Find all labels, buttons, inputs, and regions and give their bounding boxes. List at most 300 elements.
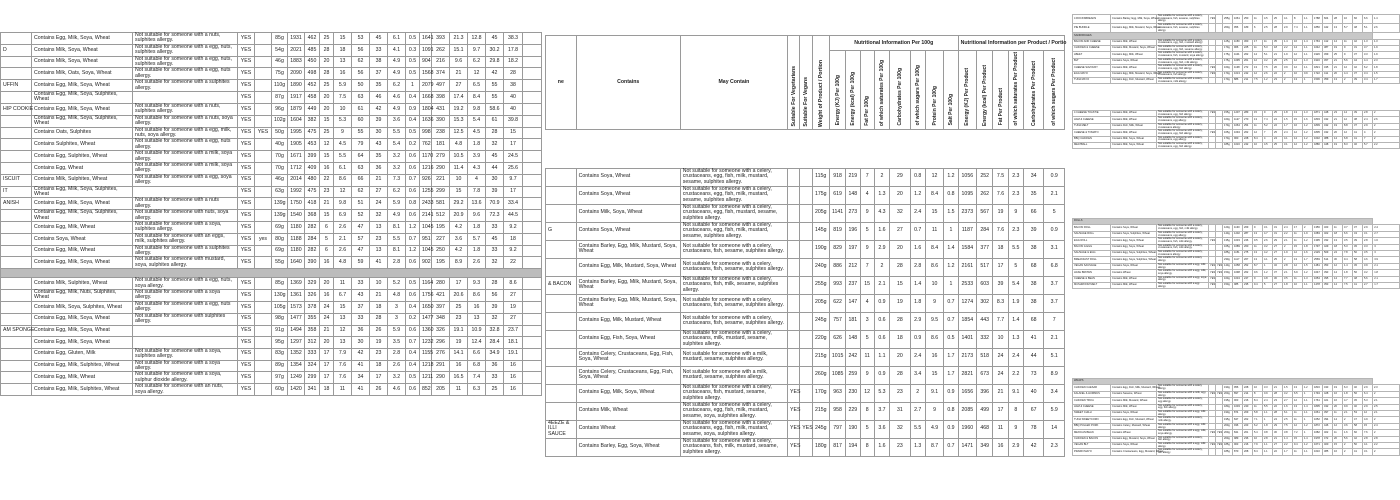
vegan-cell (255, 186, 272, 198)
contains-cell: Contains Egg, Milk, Wheat (32, 245, 133, 257)
value-cell: 11 (450, 384, 468, 396)
value-cell: 1.8 (1373, 270, 1400, 276)
value-cell: 185g (1223, 443, 1233, 449)
contains-cell: Contains Celery, Crustaceans, Egg, Fish, Soya, Wheat (576, 348, 680, 366)
value-cell: 8 (1008, 402, 1023, 420)
value-cell: 1.1 (1263, 449, 1273, 455)
table-row (1, 115, 542, 127)
value-cell: 4.8 (1263, 276, 1273, 282)
value-cell: 252 (1243, 263, 1253, 269)
value-cell: 9.5 (925, 312, 943, 330)
value-cell: 2 (1303, 225, 1313, 231)
contains-cell: Contains Egg, Milk, Wheat (32, 222, 133, 234)
value-cell: 1420 (288, 384, 305, 396)
value-cell: 1.7 (1373, 78, 1400, 84)
value-cell: 30 (486, 174, 504, 186)
vegan-cell (255, 174, 272, 186)
value-cell: 45 (1353, 244, 1363, 250)
value-cell: 12 (1293, 58, 1303, 64)
value-cell: 52 (352, 210, 370, 222)
value-cell: 41 (1353, 136, 1363, 142)
value-cell: 936 (1233, 423, 1243, 429)
table-row (546, 312, 1065, 330)
value-cell: 24 (320, 313, 334, 325)
value-cell: 215g (812, 348, 829, 366)
value-cell: 10 (925, 276, 943, 294)
contains-cell: Contains Egg, Milk, Soya, Wheat (576, 384, 680, 402)
value-cell: 45 (486, 151, 504, 163)
may-contain-cell: Not suitable for someone with an eggs, milk, sulphites allergy. (133, 233, 238, 245)
value-cell: 485 (305, 44, 320, 56)
value-cell: 216 (1243, 443, 1253, 449)
value-cell: 205g (812, 204, 829, 222)
value-cell: 19 (1333, 123, 1343, 129)
value-cell: 44 (486, 162, 504, 174)
value-cell: 2.8 (1363, 436, 1373, 442)
value-cell: 1872 (1313, 423, 1323, 429)
product-name-cell: SAUSAGE & EGG (1073, 251, 1111, 257)
vegetarian-cell: YES (238, 151, 255, 163)
value-cell: 1.2 (1303, 238, 1313, 244)
value-cell: 60 (352, 115, 370, 127)
value-cell: 2.1 (874, 276, 889, 294)
contains-cell: Contains Egg, Milk, Soya, Sulphites, Wheat (32, 92, 133, 104)
value-cell: 1202 (1233, 231, 1243, 237)
vegan-cell (255, 44, 272, 56)
value-cell: 20.9 (450, 210, 468, 222)
spreadsheet-panel-right (1072, 0, 1400, 500)
may-contain-cell: Not suitable for someone with a milk, soya allergy. (133, 151, 238, 163)
value-cell: 16 (450, 360, 468, 372)
empty-cell (523, 337, 542, 349)
value-cell: 3 (388, 313, 406, 325)
value-cell: 1101 (1233, 52, 1243, 58)
value-cell: 190g (812, 240, 829, 258)
value-cell: 12 (1333, 423, 1343, 429)
value-cell: 5.2 (1263, 123, 1273, 129)
may-contain-cell: Not suitable for someone with a egg, soya allergy. (133, 174, 238, 186)
value-cell: 8 (1293, 15, 1303, 24)
value-cell: 45 (370, 33, 388, 45)
contains-cell: Contains Egg, Milk, Sulphites, Wheat (32, 384, 133, 396)
value-cell: 349 (977, 438, 993, 456)
value-cell: 1883 (288, 56, 305, 68)
value-cell: 180g (1223, 404, 1233, 410)
value-cell: 15 (1293, 436, 1303, 442)
value-cell: 2.2 (1373, 143, 1400, 149)
value-cell: 6.9 (334, 210, 352, 222)
value-cell: 33.4 (504, 198, 523, 210)
empty-cell (523, 92, 542, 104)
value-cell: 388 (1323, 136, 1333, 142)
value-cell: 13 (1333, 238, 1343, 244)
value-cell: 2173 (958, 348, 976, 366)
may-contain-cell: Not suitable for someone with a milk, soya allergy. (133, 162, 238, 174)
value-cell: 2.9 (1363, 385, 1373, 391)
value-cell: 2 (1373, 391, 1400, 397)
value-cell: 6.5 (468, 80, 486, 92)
value-cell: 37 (1353, 52, 1363, 58)
vegan-cell (255, 313, 272, 325)
value-cell: 4.5 (1263, 143, 1273, 149)
value-cell: 9 (1343, 46, 1353, 52)
table-row (1, 127, 542, 139)
value-cell: 269 (1243, 225, 1253, 231)
vegetarian-cell (788, 240, 800, 258)
value-cell: 5.9 (388, 198, 406, 210)
vegan-cell (255, 257, 272, 269)
value-cell: 34 (1023, 168, 1043, 186)
header-label: of which saturates Per 100g (878, 59, 885, 126)
value-cell: 0.5 (406, 127, 420, 139)
value-cell: 165g (1223, 244, 1233, 250)
value-cell: 38 (1023, 276, 1043, 294)
value-cell: 19 (370, 337, 388, 349)
product-name-cell: TUNA SWEETCORN (1073, 417, 1111, 423)
may-contain-cell: Not suitable for someone with a celery, crustaceans, fish, sesame, sulphites allergy. (680, 240, 787, 258)
value-cell: 22 (1273, 449, 1283, 455)
value-cell: 1761 (1313, 398, 1323, 404)
value-cell: 2.1 (1373, 398, 1400, 404)
value-cell: 13 (334, 313, 352, 325)
value-cell: 1.9 (1373, 46, 1400, 52)
value-cell: 0.7 (944, 312, 958, 330)
may-contain-cell: Not suitable for someone with a celery, crustaceans, egg, fish, milk allergy. (1157, 225, 1209, 231)
value-cell: 1249 (288, 372, 305, 384)
header-name: ne (546, 36, 577, 130)
value-cell: 1854 (958, 312, 976, 330)
value-cell: 17 (370, 372, 388, 384)
value-cell: 1879 (288, 103, 305, 115)
product-name-cell (1, 290, 32, 302)
value-cell: 8.8 (1343, 123, 1353, 129)
value-cell: 2.9 (910, 312, 925, 330)
value-cell: 6 (320, 245, 334, 257)
value-cell: 5.3 (334, 115, 352, 127)
value-cell: 1354 (288, 360, 305, 372)
table-row (1073, 143, 1400, 149)
value-cell: 457 (1323, 58, 1333, 64)
value-cell: 1 (944, 276, 958, 294)
value-cell: 230g (1223, 257, 1233, 263)
contains-cell: Contains Celery, Crustaceans, Egg, Fish, Soya, Wheat (576, 366, 680, 384)
value-cell: 30 (1333, 257, 1343, 263)
value-cell: 302 (977, 294, 993, 312)
value-cell: 40g (272, 139, 288, 151)
product-name-cell: CHICKEN & CHEESE (1073, 46, 1111, 52)
value-cell: 0.6 (406, 257, 420, 269)
empty-cell (523, 372, 542, 384)
value-cell: 3.2 (388, 151, 406, 163)
vegan-cell (255, 139, 272, 151)
value-cell: 13 (1253, 251, 1263, 257)
value-cell: 275 (1243, 251, 1253, 257)
value-cell: 8.4 (1253, 398, 1263, 404)
value-cell: 21 (320, 325, 334, 337)
value-cell: 3.3 (1263, 385, 1273, 391)
value-cell: 39 (370, 115, 388, 127)
table-row (1, 174, 542, 186)
value-cell: 1.1 (874, 348, 889, 366)
contains-cell: Contains Soya, Wheat (1111, 58, 1157, 64)
value-cell: 3.5 (1363, 251, 1373, 257)
value-cell: 6.8 (468, 360, 486, 372)
header-per-100g (829, 51, 845, 130)
contains-cell: Contains Milk, Wheat (1111, 65, 1157, 71)
value-cell: 240g (812, 258, 829, 276)
value-cell: 1061 (1233, 15, 1243, 24)
contains-cell: Contains Barley, Egg, Milk, Mustard, Soya, Wheat (576, 240, 680, 258)
table-row (1073, 283, 1400, 289)
value-cell: 216 (1243, 398, 1253, 404)
value-cell: 9 (925, 294, 943, 312)
value-cell: 50g (272, 127, 288, 139)
value-cell: 2.4 (1363, 117, 1373, 123)
value-cell: 11 (1253, 244, 1263, 250)
value-cell: 1255 (420, 186, 432, 198)
value-cell: 498 (305, 68, 320, 80)
may-contain-cell: Not suitable for someone with a nuts, sulphites allergy. (133, 103, 238, 115)
value-cell: 2.6 (334, 222, 352, 234)
value-cell: 38 (370, 56, 388, 68)
value-cell: 228 (1243, 385, 1253, 391)
contains-cell: Contains Egg, Milk, Mustard, Soya, Wheat (1111, 71, 1157, 77)
value-cell: 28 (370, 313, 388, 325)
value-cell: 299 (432, 186, 450, 198)
contains-cell: Contains Milk, Wheat (1111, 117, 1157, 123)
value-cell: 1.1 (1303, 65, 1313, 71)
vegetarian-cell: YES (238, 103, 255, 115)
value-cell: 1015 (829, 348, 845, 366)
value-cell: 12 (1293, 398, 1303, 404)
value-cell: 236 (1243, 436, 1253, 442)
value-cell: 1.6 (1373, 238, 1400, 244)
value-cell: 0.8 (406, 198, 420, 210)
value-cell: 1478 (1313, 283, 1323, 289)
value-cell: 9.2 (504, 245, 523, 257)
value-cell: 1352 (288, 348, 305, 360)
value-cell: 2.4 (1373, 423, 1400, 429)
value-cell: 13 (1293, 385, 1303, 391)
value-cell: 15 (890, 276, 910, 294)
product-name-cell (1, 162, 32, 174)
value-cell: YES (1216, 270, 1223, 276)
value-cell: 1.8 (468, 245, 486, 257)
value-cell: 15 (504, 127, 523, 139)
value-cell: 16 (1293, 123, 1303, 129)
product-name-cell: BLT (1073, 58, 1111, 64)
value-cell: 37 (1353, 71, 1363, 77)
value-cell: 50 (1353, 443, 1363, 449)
value-cell: 1141 (829, 204, 845, 222)
value-cell: 31 (1273, 231, 1283, 237)
value-cell: 181 (432, 139, 450, 151)
value-cell: 242 (1243, 143, 1253, 149)
value-cell: 1.5 (1283, 385, 1293, 391)
contains-cell: Contains Egg, Milk, Mustard, Soya, Wheat (1111, 24, 1157, 33)
value-cell: 8.4 (1253, 449, 1263, 455)
value-cell: 200g (1223, 430, 1233, 436)
product-name-cell (1, 68, 32, 80)
vegan-cell (255, 68, 272, 80)
value-cell: 8.4 (468, 92, 486, 104)
value-cell: 1.8 (910, 294, 925, 312)
value-cell: 2.6 (1263, 238, 1273, 244)
vegetarian-cell: YES (238, 80, 255, 92)
value-cell: 3.7 (874, 402, 889, 420)
value-cell: 1216 (420, 162, 432, 174)
value-cell: 9.3 (468, 278, 486, 290)
contains-cell: Contains Milk, Wheat (1111, 276, 1157, 282)
value-cell: 1.3 (1008, 330, 1023, 348)
value-cell: 1138 (1233, 65, 1243, 71)
header-per-100g (910, 51, 925, 130)
value-cell: 55 (486, 92, 504, 104)
value-cell: 2.5 (1283, 58, 1293, 64)
value-cell: 73 (1023, 366, 1043, 384)
section-title: ROLLS (1073, 219, 1373, 225)
may-contain-cell: Not suitable for someone with a egg, milk, nuts, soya allergy. (133, 127, 238, 139)
vegan-cell (255, 245, 272, 257)
value-cell: 7 (1363, 136, 1373, 142)
product-name-cell (546, 240, 577, 258)
empty-cell (523, 80, 542, 92)
value-cell: 181 (846, 312, 860, 330)
value-cell: 3.2 (1263, 244, 1273, 250)
empty-cell (523, 360, 542, 372)
table-row (546, 348, 1065, 366)
value-cell: 33 (370, 44, 388, 56)
value-cell: 1.4 (1303, 39, 1313, 45)
value-cell: 2.7 (1373, 231, 1400, 237)
value-cell: 20 (1333, 71, 1343, 77)
may-contain-cell: Not suitable for someone with a egg, nuts allergy. (133, 301, 238, 313)
value-cell: 2090 (288, 68, 305, 80)
value-cell: 28 (1273, 24, 1283, 33)
value-cell: 2.1 (1373, 276, 1400, 282)
value-cell: 903 (1233, 443, 1243, 449)
value-cell: 9.2 (504, 222, 523, 234)
value-cell: 11 (1263, 39, 1273, 45)
table-row (1, 384, 542, 396)
vegan-cell (255, 372, 272, 384)
product-name-cell: 4 ROCKSBREADS (1073, 15, 1111, 24)
contains-cell: Contains Egg, Soya, Sulphites, Wheat (1111, 251, 1157, 257)
value-cell: 11 (1253, 404, 1263, 410)
empty-cell (523, 68, 542, 80)
may-contain-cell: Not suitable for someone with a celery, crustaceans, egg allergy. (1157, 136, 1209, 142)
value-cell: 41 (1353, 283, 1363, 289)
may-contain-cell: Not suitable for someone with a celery, crustaceans, milk, mustard, sesame, sulphites allergy. (680, 330, 787, 348)
value-cell: 1584 (958, 240, 976, 258)
value-cell: 8.6 (925, 330, 943, 348)
contains-cell: Contains Wheat (1111, 270, 1157, 276)
value-cell: 9 (1263, 111, 1273, 117)
value-cell: 280 (432, 278, 450, 290)
value-cell: 29.2 (450, 198, 468, 210)
value-cell: 1003 (1233, 404, 1243, 410)
value-cell: 3 (860, 312, 874, 330)
value-cell: 5 (1008, 258, 1023, 276)
value-cell: 223 (1243, 423, 1253, 429)
product-name-cell: EGG MAYO (1073, 71, 1111, 77)
value-cell: 12 (1343, 130, 1353, 136)
value-cell: 2.8 (1263, 436, 1273, 442)
value-cell: 1045 (420, 245, 432, 257)
value-cell: 28 (1333, 15, 1343, 24)
value-cell: 7.5 (334, 92, 352, 104)
may-contain-cell: Not suitable for someone with a celery, crustaceans, egg, fish, milk, mustard, sesame, sulphites allergy. (680, 222, 787, 240)
value-cell: 2.9 (1283, 24, 1293, 33)
product-name-cell (546, 402, 577, 420)
header-label: Salt Per 100g (947, 94, 954, 126)
may-contain-cell: Not suitable for someone with a soya, sulphur dioxide allergy. (133, 372, 238, 384)
value-cell: 5.6 (1343, 436, 1353, 442)
table-row (546, 420, 1065, 438)
value-cell: 1095 (1233, 58, 1243, 64)
table-row (1, 348, 542, 360)
value-cell: 0.6 (874, 330, 889, 348)
value-cell: 51 (352, 198, 370, 210)
vegetarian-cell: YES (238, 186, 255, 198)
value-cell: 1656 (958, 384, 976, 402)
contains-cell: Contains Milk, Wheat (1111, 404, 1157, 410)
value-cell: 1207 (1233, 111, 1243, 117)
empty-cell (523, 290, 542, 302)
value-cell: 1916 (1313, 58, 1323, 64)
header-per-100g (860, 51, 874, 130)
table-row (1, 222, 542, 234)
value-cell: 1960 (958, 420, 976, 438)
value-cell: YES (1216, 430, 1223, 436)
value-cell: 1058 (1233, 263, 1243, 269)
value-cell: 16 (925, 348, 943, 366)
value-cell: 1.8 (1283, 283, 1293, 289)
value-cell: 26 (1273, 65, 1283, 71)
vegan-cell (800, 366, 812, 384)
value-cell: 1506 (1313, 78, 1323, 84)
vegetarian-cell: YES (788, 420, 800, 438)
value-cell: 37 (1353, 225, 1363, 231)
value-cell: 21 (993, 384, 1008, 402)
value-cell: 4.6 (1363, 257, 1373, 263)
product-name-cell (1, 210, 32, 222)
value-cell: 9 (1343, 52, 1353, 58)
value-cell: 2.6 (468, 257, 486, 269)
value-cell: 32 (486, 257, 504, 269)
value-cell: 17.4 (450, 92, 468, 104)
value-cell: 13 (370, 245, 388, 257)
value-cell: 5.5 (910, 420, 925, 438)
value-cell: 11 (1293, 411, 1303, 417)
vegetarian-cell: YES (238, 44, 255, 56)
empty-cell (523, 33, 542, 45)
value-cell: 215g (812, 402, 829, 420)
value-cell: 5.4 (468, 115, 486, 127)
value-cell: 9 (925, 402, 943, 420)
value-cell: 12 (1333, 263, 1343, 269)
value-cell: 1978 (1313, 436, 1323, 442)
value-cell: 42 (1023, 438, 1043, 456)
value-cell: 252 (977, 168, 993, 186)
vegan-cell (255, 92, 272, 104)
value-cell: 202 (1243, 417, 1253, 423)
value-cell: 139g (272, 210, 288, 222)
contains-cell: Contains Soya, Sulphites, Wheat (1111, 231, 1157, 237)
value-cell: 190g (1223, 411, 1233, 417)
contains-cell: Contains Egg, Fish, Mustard, Wheat (1111, 78, 1157, 84)
value-cell: 140g (1223, 231, 1233, 237)
